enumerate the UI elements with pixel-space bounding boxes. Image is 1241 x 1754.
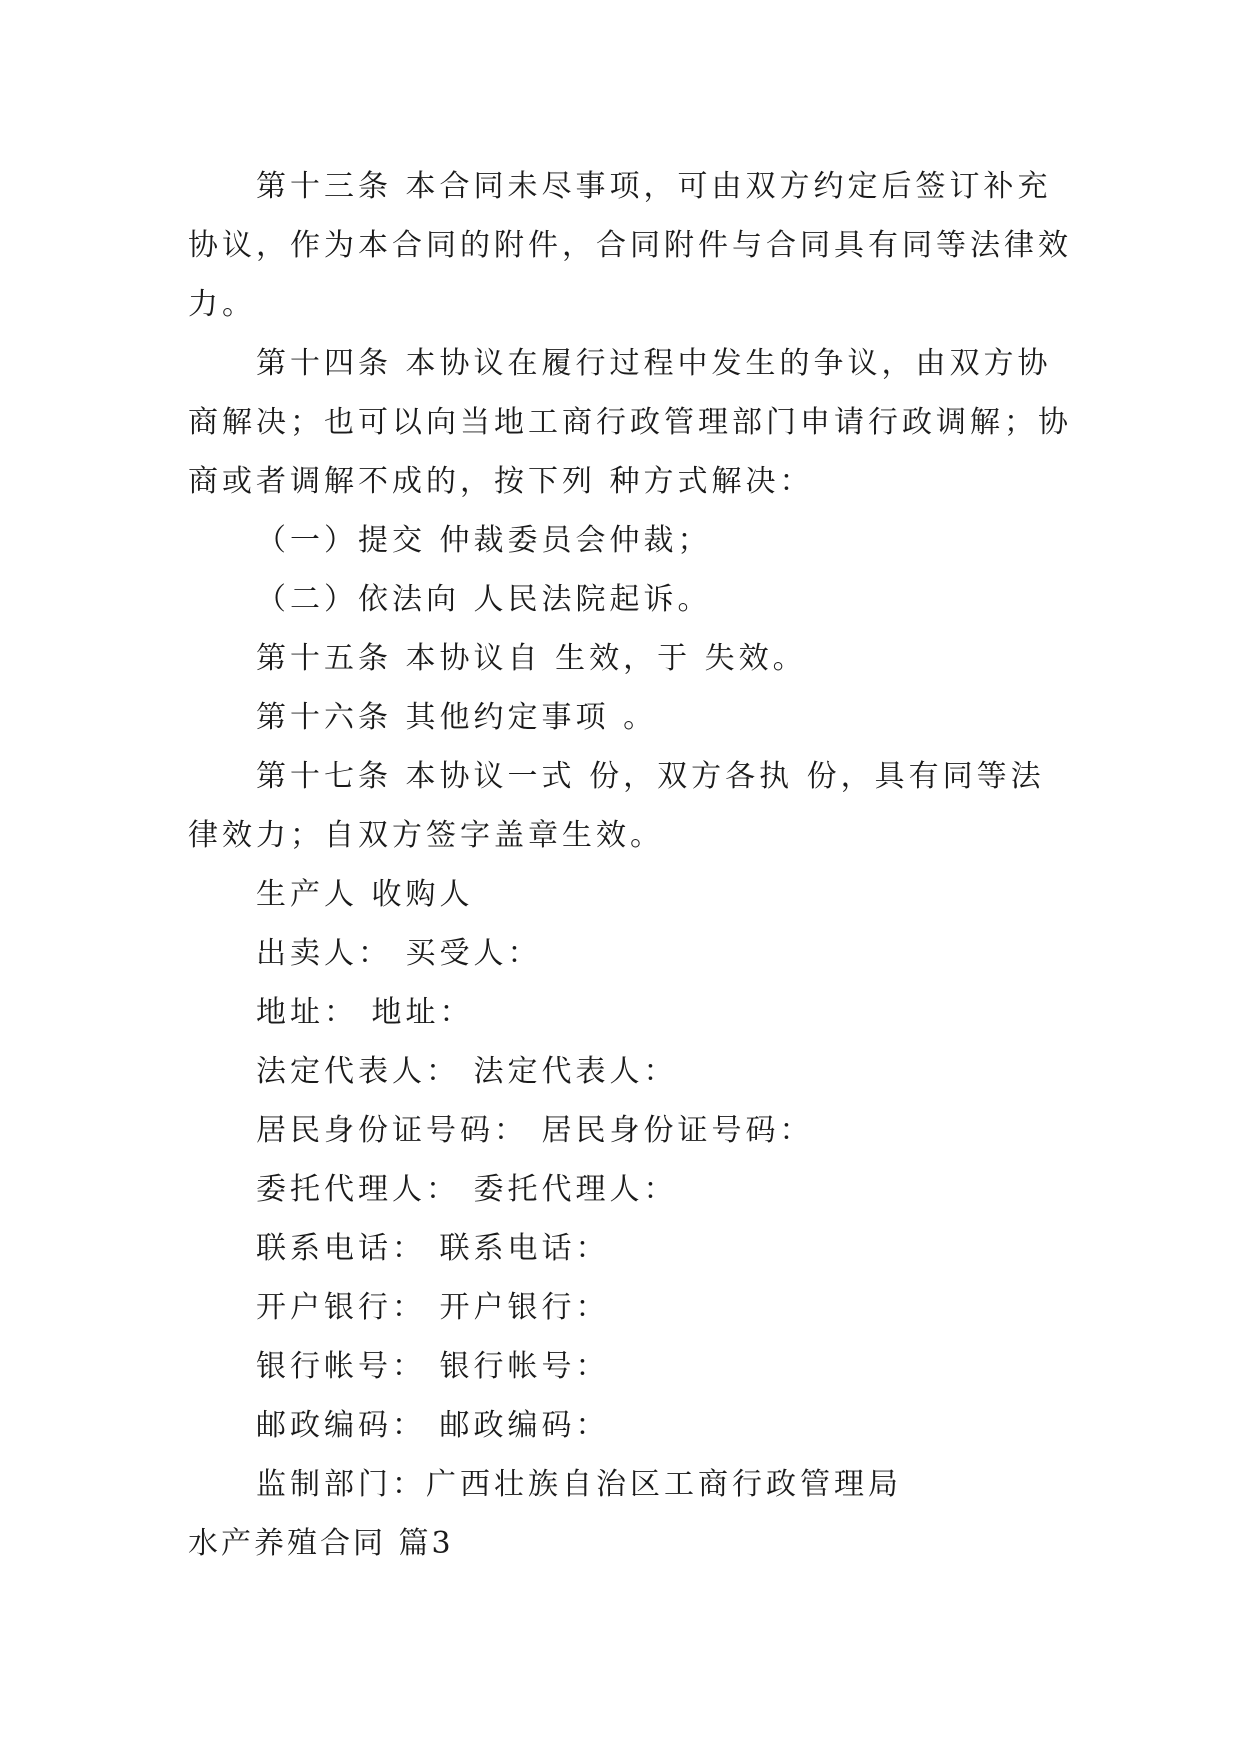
supervising-department: 监制部门：广西壮族自治区工商行政管理局 [256,1467,902,1502]
postal-code-field: 邮政编码： 邮政编码： [256,1408,610,1443]
article-14-line-2: 商解决；也可以向当地工商行政管理部门申请行政调解；协 [188,405,1072,440]
article-17-line-1: 第十七条 本协议一式 份，双方各执 份，具有同等法 [256,759,1045,794]
address-field: 地址： 地址： [256,995,474,1030]
party-roles: 生产人 收购人 [256,877,474,912]
agent-field: 委托代理人： 委托代理人： [256,1172,678,1207]
phone-field: 联系电话： 联系电话： [256,1231,610,1266]
article-16: 第十六条 其他约定事项 。 [256,700,658,735]
section-title: 水产养殖合同 篇3 [188,1526,454,1561]
bank-field: 开户银行： 开户银行： [256,1290,610,1325]
document-body [188,157,1072,1573]
article-13-line-3: 力。 [188,287,256,322]
legal-representative-field: 法定代表人： 法定代表人： [256,1054,678,1089]
seller-buyer-field: 出卖人： 买受人： [256,936,542,971]
article-17-line-2: 律效力；自双方签字盖章生效。 [188,818,664,853]
option-1-arbitration: （一）提交 仲裁委员会仲裁； [256,523,712,558]
id-number-field: 居民身份证号码： 居民身份证号码： [256,1113,814,1148]
article-14-line-1: 第十四条 本协议在履行过程中发生的争议，由双方协 [256,346,1052,381]
article-13-line-1: 第十三条 本合同未尽事项，可由双方约定后签订补充 [256,169,1052,204]
bank-account-field: 银行帐号： 银行帐号： [256,1349,610,1384]
article-14-line-3: 商或者调解不成的，按下列 种方式解决： [188,464,814,499]
article-13-line-2: 协议，作为本合同的附件，合同附件与合同具有同等法律效 [188,228,1072,263]
article-15: 第十五条 本协议自 生效，于 失效。 [256,641,807,676]
option-2-court: （二）依法向 人民法院起诉。 [256,582,712,617]
